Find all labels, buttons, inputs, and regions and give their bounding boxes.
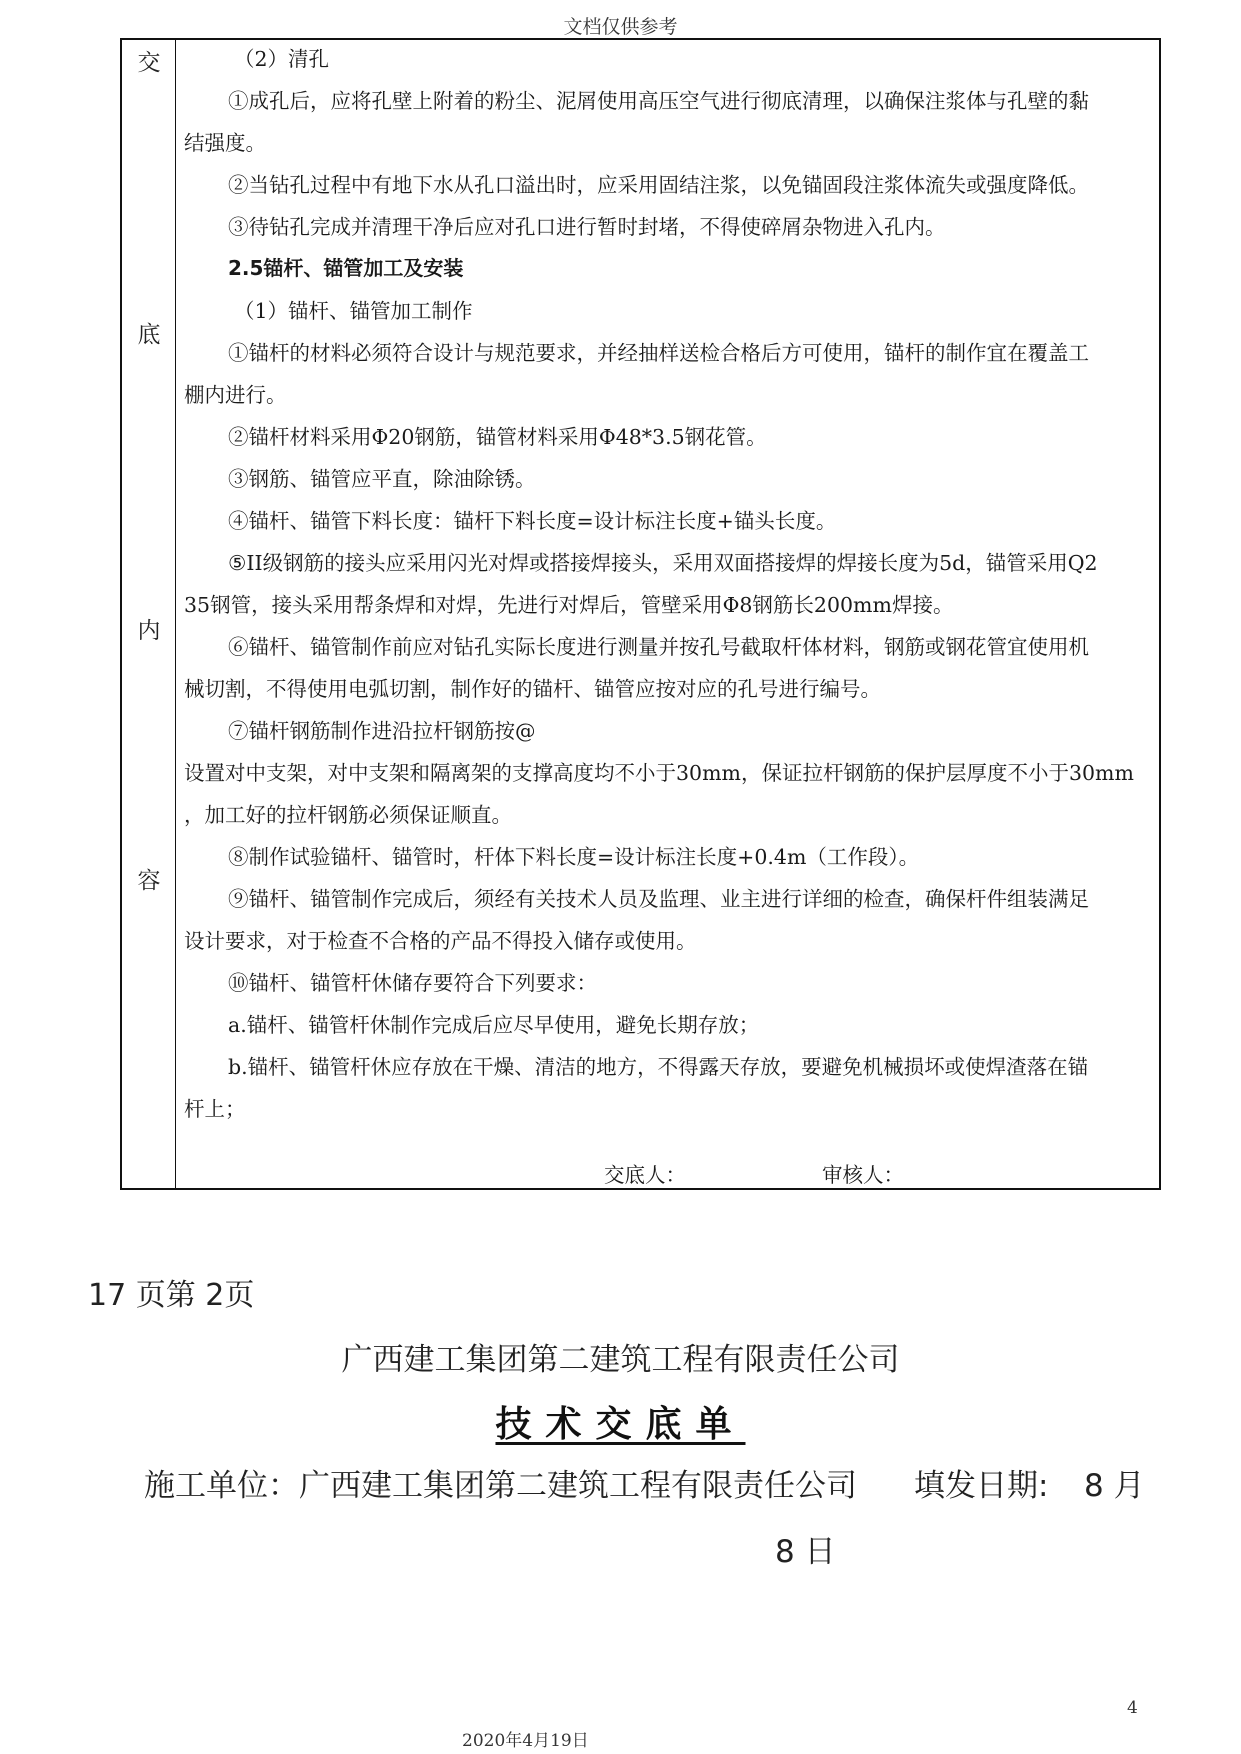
content-line: 杆上； [184,1097,246,1121]
content-line: ②当钻孔过程中有地下水从孔口溢出时，应采用固结注浆，以免锚固段注浆体流失或强度降低。 [228,173,1089,197]
content-line: ①锚杆的材料必须符合设计与规范要求，并经抽样送检合格后方可使用，锚杆的制作宜在覆盖工 [228,341,1089,365]
content-line: ⑩锚杆、锚管杆休储存要符合下列要求： [228,971,597,995]
issue-date-month: 8 月 [1084,1468,1145,1504]
content-line: ⑦锚杆钢筋制作进沿拉杆钢筋按@ [228,719,536,743]
content-line: b.锚杆、锚管杆休应存放在干燥、清洁的地方，不得露天存放，要避免机械损坏或使焊渣落在锚 [228,1055,1089,1079]
content-line: 35钢管，接头采用帮条焊和对焊，先进行对焊后，管壁采用Φ8钢筋长200mm焊接。 [184,593,954,617]
content-line: 结强度。 [184,131,266,155]
content-line: （1）锚杆、锚管加工制作 [234,299,473,323]
content-line: ①成孔后，应将孔壁上附着的粉尘、泥屑使用高压空气进行彻底清理，以确保注浆体与孔壁的黏 [228,89,1089,113]
table-label-column [122,40,176,1188]
issue-date-day: 8 日 [775,1534,836,1570]
content-line: ④锚杆、锚管下料长度：锚杆下料长度=设计标注长度+锚头长度。 [228,509,837,533]
issue-date-label: 填发日期: [914,1468,1049,1504]
form-title [0,1396,1241,1447]
construction-unit: 施工单位：广西建工集团第二建筑工程有限责任公司 [144,1468,857,1504]
content-line: 设置对中支架，对中支架和隔离架的支撑高度均不小于30mm，保证拉杆钢筋的保护层厚度不小于30mm [184,761,1134,785]
reviewer-label: 审核人： [822,1163,904,1187]
label-char-nei: 内 [137,618,161,644]
content-line: ②锚杆材料采用Φ20钢筋，锚管材料采用Φ48*3.5钢花管。 [228,425,767,449]
footer-date: 2020年4月19日 [462,1731,589,1751]
content-line: a.锚杆、锚管杆休制作完成后应尽早使用，避免长期存放； [228,1013,760,1037]
section-heading: 2.5锚杆、锚管加工及安装 [228,256,464,280]
content-line: ③待钻孔完成并清理干净后应对孔口进行暂时封堵，不得使碎屑杂物进入孔内。 [228,215,946,239]
content-line: ⑤II级钢筋的接头应采用闪光对焊或搭接焊接头，采用双面搭接焊的焊接长度为5d，锚管采用Q2 [228,551,1098,575]
disclosure-table [120,38,1161,1190]
content-line: ⑨锚杆、锚管制作完成后，须经有关技术人员及监理、业主进行详细的检查，确保杆件组装满足 [228,887,1089,911]
signature-row [184,1158,1151,1188]
construction-unit-line [144,1460,1154,1505]
content-line: ⑧制作试验锚杆、锚管时，杆体下料长度=设计标注长度+0.4m（工作段）。 [228,845,920,869]
disclosure-content [184,40,1151,1188]
company-title: 广西建工集团第二建筑工程有限责任公司 [341,1342,900,1378]
content-line: 械切割，不得使用电弧切割，制作好的锚杆、锚管应按对应的孔号进行编号。 [184,677,881,701]
header-note: 文档仅供参考 [563,16,678,38]
content-line: 棚内进行。 [184,383,287,407]
content-line: ，加工好的拉杆钢筋必须保证顺直。 [184,803,512,827]
content-line: ⑥锚杆、锚管制作前应对钻孔实际长度进行测量并按孔号截取杆体材料，钢筋或钢花管宜使用机 [228,635,1089,659]
page-number: 4 [1127,1698,1138,1718]
label-char-rong: 容 [137,868,161,894]
label-char-di: 底 [137,322,161,348]
page-count: 17 页第 2页 [88,1278,255,1313]
content-line: 设计要求，对于检查不合格的产品不得投入储存或使用。 [184,929,697,953]
label-char-jiao: 交 [137,50,161,76]
content-line: ③钢筋、锚管应平直，除油除锈。 [228,467,536,491]
content-line: （2）清孔 [234,47,330,71]
disclosed-by-label: 交底人： [604,1163,686,1187]
form-title-text: 技术交底单 [495,1404,746,1445]
